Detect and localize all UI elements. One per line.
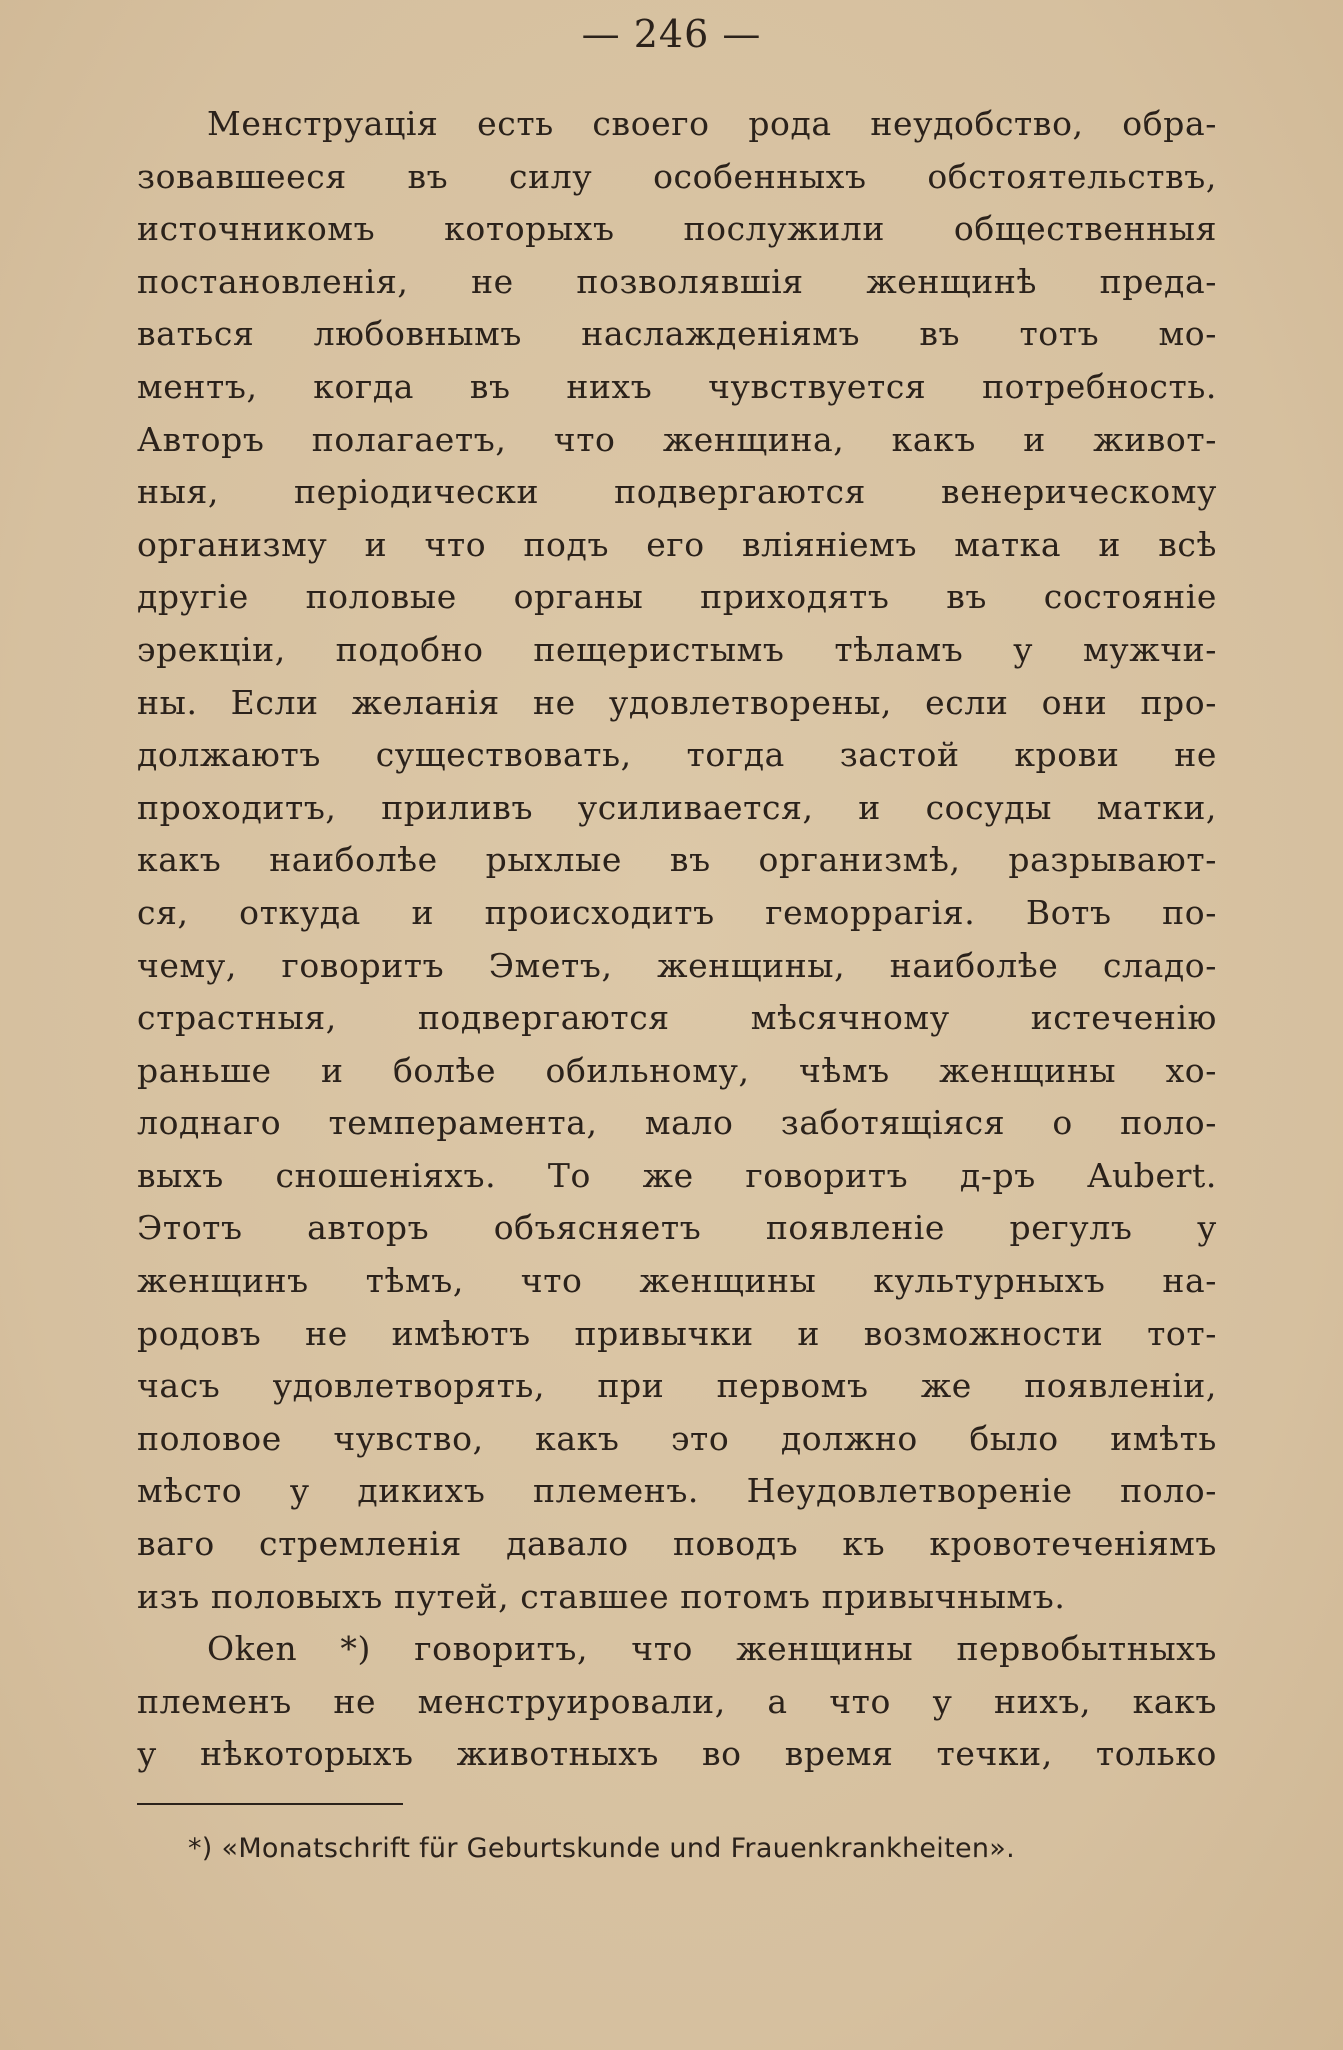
text-line: родовъ не имѣютъ привычки и возможности тот- [137,1313,1217,1353]
text-line: ваться любовнымъ наслажденіямъ въ тотъ мо- [137,314,1217,354]
text-line: лоднаго темперамента, мало заботящіяся о поло- [137,1103,1217,1143]
text-line: эрекціи, подобно пещеристымъ тѣламъ у мужчи- [137,629,1217,669]
text-line: страстныя, подвергаются мѣсячному истеченію [137,998,1217,1038]
text-line: ментъ, когда въ нихъ чувствуется потребность. [137,366,1217,406]
footnote: *) «Monatschrift für Geburtskunde und Frauenkrankheiten». [188,1833,1015,1864]
text-line: ся, откуда и происходитъ геморрагія. Вотъ по- [137,892,1217,932]
paragraph-2 [137,1623,1217,1781]
text-line: какъ наиболѣе рыхлые въ организмѣ, разрывают- [137,840,1217,880]
text-line: постановленія, не позволявшія женщинѣ преда- [137,261,1217,301]
text-line: ныя, періодически подвергаются венерическому [137,472,1217,512]
text-line: чему, говоритъ Эметъ, женщины, наиболѣе сладо- [137,945,1217,985]
text-line: ны. Если желанія не удовлетворены, если они про- [137,682,1217,722]
text-line: изъ половыхъ путей, ставшее потомъ привычнымъ. [137,1576,1066,1616]
text-line: должаютъ существовать, тогда застой крови не [137,735,1217,775]
text-line: женщинъ тѣмъ, что женщины культурныхъ на- [137,1261,1217,1301]
text-line: мѣсто у дикихъ племенъ. Неудовлетвореніе поло- [137,1471,1217,1511]
text-line: у нѣкоторыхъ животныхъ во время течки, только [137,1734,1217,1774]
footnote-divider [137,1803,403,1805]
text-line: источникомъ которыхъ послужили общественныя [137,209,1217,249]
text-line: проходитъ, приливъ усиливается, и сосуды матки, [137,787,1217,827]
text-line: Авторъ полагаетъ, что женщина, какъ и живот- [137,419,1217,459]
text-line: другіе половые органы приходятъ въ состояніе [137,577,1217,617]
text-line: Этотъ авторъ объясняетъ появленіе регулъ у [137,1208,1217,1248]
text-line: организму и что подъ его вліяніемъ матка и всѣ [137,524,1217,564]
text-line: выхъ сношеніяхъ. То же говоритъ д-ръ Aubert. [137,1155,1217,1195]
text-line: Менструація есть своего рода неудобство, обра- [207,104,1217,143]
text-line: Oken *) говоритъ, что женщины первобытныхъ [207,1629,1217,1669]
text-line: племенъ не менструировали, а что у нихъ, какъ [137,1681,1217,1721]
text-line: зовавшееся въ силу особенныхъ обстоятельствъ, [137,156,1217,196]
paragraph-1 [137,98,1217,1623]
text-line: часъ удовлетворять, при первомъ же появленіи, [137,1366,1217,1406]
text-line: раньше и болѣе обильному, чѣмъ женщины хо- [137,1050,1217,1090]
text-line: половое чувство, какъ это должно было имѣть [137,1418,1217,1458]
page-number: — 246 — [581,12,762,56]
text-line: ваго стремленія давало поводъ къ кровотеченіямъ [137,1524,1217,1564]
body-text [137,98,1217,1781]
